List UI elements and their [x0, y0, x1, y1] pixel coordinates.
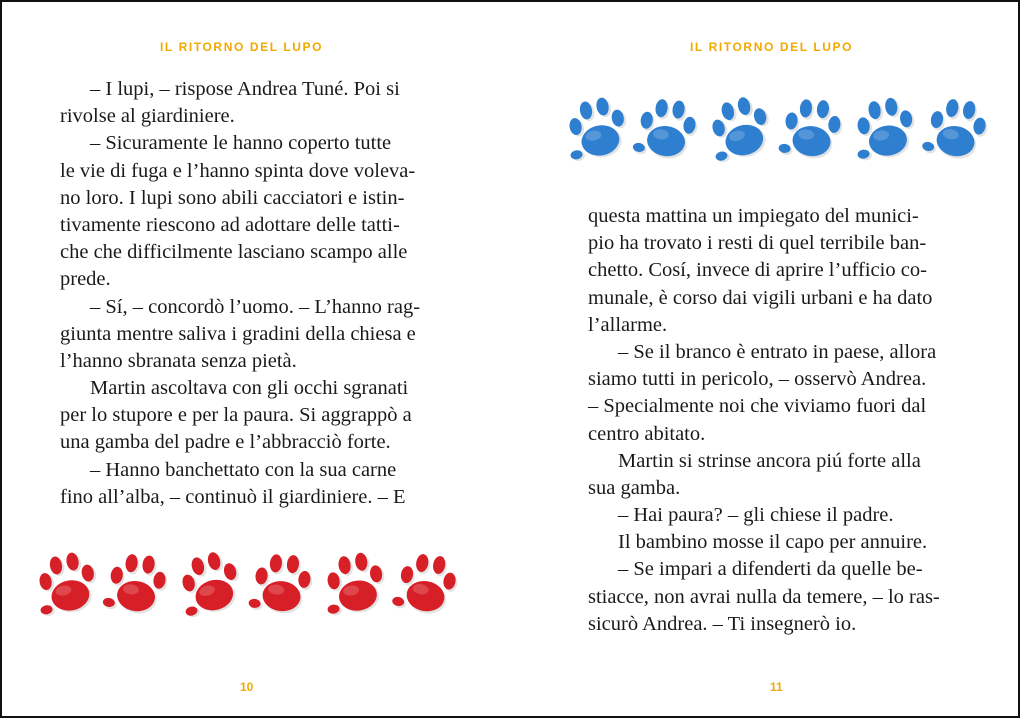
text-line: – Se impari a difenderti da quelle be-	[618, 558, 923, 581]
text-line: – Sí, – concordò l’uomo. – L’hanno rag-	[90, 295, 421, 318]
paw-print-icon	[320, 550, 389, 617]
text-line: questa mattina un impiegato del munici-	[588, 205, 919, 227]
body-text	[588, 203, 970, 638]
text-line: munale, è corso dai vigili urbani e ha dato	[588, 286, 933, 309]
page-number: 11	[770, 680, 783, 694]
paw-print-icon	[632, 95, 701, 162]
running-head: IL RITORNO DEL LUPO	[690, 40, 854, 54]
blue-paw-prints	[562, 87, 992, 169]
right-page	[510, 2, 1018, 716]
text-line: – Se il branco è entrato in paese, allora	[618, 340, 937, 363]
text-line: Il bambino mosse il capo per annuire.	[618, 531, 928, 554]
paw-print-icon	[850, 95, 919, 162]
left-page	[2, 2, 510, 716]
text-line: sua gamba.	[588, 476, 681, 499]
paw-print-icon	[32, 549, 102, 618]
paw-print-icon	[173, 547, 246, 619]
text-line: una gamba del padre e l’abbracciò forte.	[60, 431, 391, 454]
paw-print-icon	[778, 96, 845, 161]
text-line: centro abitato.	[588, 422, 706, 445]
text-line: chetto. Cosí, invece di aprire l’ufficio co-	[588, 259, 927, 282]
paw-print-icon	[248, 551, 315, 616]
text-line: sicurò Andrea. – Ti insegnerò io.	[588, 612, 857, 635]
paw-icons	[32, 542, 462, 624]
text-line: stiacce, non avrai nulla da temere, – lo ras-	[588, 585, 940, 608]
text-line: – Hanno banchettato con la sua carne	[90, 458, 397, 481]
text-line: l’allarme.	[588, 313, 668, 336]
text-line: Martin ascoltava con gli occhi sgranati	[90, 377, 409, 400]
text-line: fino all’alba, – continuò il giardiniere. – E	[60, 485, 406, 508]
paw-print-icon	[102, 550, 171, 617]
text-line: – Sicuramente le hanno coperto tutte	[90, 132, 392, 155]
text-line: tivamente riescono ad adottare delle tatti-	[60, 213, 400, 236]
text-line: prede.	[60, 268, 111, 291]
text-line: – Specialmente noi che viviamo fuori dal	[588, 395, 927, 418]
paw-icons	[562, 87, 992, 169]
text-line: che che difficilmente lasciano scampo alle	[60, 241, 408, 264]
text-line: l’hanno sbranata senza pietà.	[60, 349, 297, 372]
red-paw-prints	[32, 542, 462, 624]
text-line: no loro. I lupi sono abili cacciatori e istin-	[60, 186, 405, 209]
page-number: 10	[240, 680, 254, 694]
text-line: – I lupi, – rispose Andrea Tuné. Poi si	[90, 78, 400, 100]
paw-print-icon	[703, 92, 776, 164]
text-line: per lo stupore e per la paura. Si aggrappò a	[60, 404, 412, 427]
text-line: Martin si strinse ancora piú forte alla	[618, 449, 921, 472]
text-line: le vie di fuga e l’hanno spinta dove voleva-	[60, 159, 416, 182]
text-line: – Hai paura? – gli chiese il padre.	[618, 504, 894, 527]
paw-print-icon	[562, 94, 632, 163]
running-head: IL RITORNO DEL LUPO	[160, 40, 324, 54]
body-text	[60, 76, 442, 511]
paw-print-icon	[391, 549, 461, 618]
paw-print-icon	[921, 94, 991, 163]
text-line: siamo tutti in pericolo, – osservò Andrea.	[588, 368, 927, 391]
text-line: pio ha trovato i resti di quel terribile ban-	[588, 232, 927, 255]
text-line: rivolse al giardiniere.	[60, 105, 235, 128]
text-line: giunta mentre saliva i gradini della chiesa e	[60, 322, 416, 345]
